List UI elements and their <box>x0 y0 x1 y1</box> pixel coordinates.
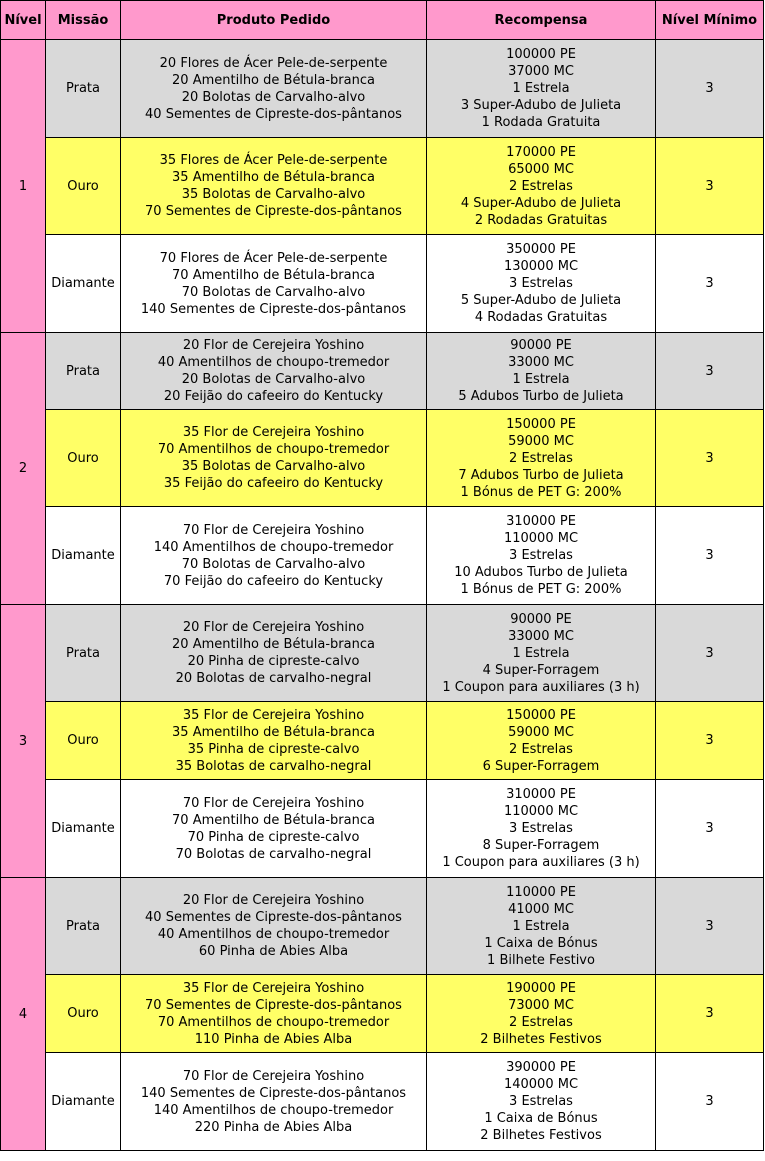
table-row <box>1 780 764 878</box>
mission-cell: Ouro <box>46 410 121 507</box>
reward-line: 2 Bilhetes Festivos <box>480 1031 602 1047</box>
min-level-cell: 3 <box>656 1053 764 1151</box>
reward-line: 310000 PE <box>506 514 576 529</box>
level-cell: 1 <box>1 40 46 333</box>
min-level-cell: 3 <box>656 138 764 235</box>
level-cell: 2 <box>1 333 46 605</box>
product-line: 60 Pinha de Abies Alba <box>198 944 349 959</box>
reward-line: 90000 PE <box>510 338 572 353</box>
header-min-level: Nível Mínimo <box>656 1 764 40</box>
mission-cell: Diamante <box>46 507 121 605</box>
reward-line: 110000 MC <box>503 531 579 546</box>
reward-line: 5 Adubos Turbo de Julieta <box>458 389 624 404</box>
reward-line: 390000 PE <box>506 1060 576 1075</box>
product-line: 35 Bolotas de Carvalho-alvo <box>181 459 366 474</box>
min-level-cell: 3 <box>656 410 764 507</box>
table-row <box>1 333 764 410</box>
reward-line: 5 Super-Adubo de Julieta <box>460 293 622 308</box>
mission-cell: Prata <box>46 878 121 975</box>
product-line: 70 Sementes de Cipreste-dos-pântanos <box>145 204 402 219</box>
rewards-cell <box>427 507 656 605</box>
rewards-cell <box>427 235 656 333</box>
mission-cell: Diamante <box>46 1053 121 1151</box>
table-row <box>1 507 764 605</box>
reward-line: 73000 MC <box>508 997 574 1013</box>
product-line: 35 Flor de Cerejeira Yoshino <box>182 425 365 440</box>
product-line: 70 Sementes de Cipreste-dos-pântanos <box>145 997 402 1013</box>
product-line: 70 Bolotas de Carvalho-alvo <box>181 556 366 572</box>
reward-line: 1 Rodada Gratuita <box>481 115 601 130</box>
products-cell <box>121 235 427 333</box>
min-level-cell: 3 <box>656 507 764 605</box>
reward-line: 10 Adubos Turbo de Julieta <box>454 565 628 580</box>
reward-line: 3 Estrelas <box>509 276 573 291</box>
reward-line: 33000 MC <box>508 628 574 644</box>
products-cell <box>121 975 427 1053</box>
product-line: 20 Bolotas de Carvalho-alvo <box>181 89 366 105</box>
reward-line: 1 Coupon para auxiliares (3 h) <box>442 855 640 870</box>
header-row <box>1 1 764 40</box>
reward-line: 59000 MC <box>508 724 574 740</box>
products-cell <box>121 40 427 138</box>
product-line: 20 Flor de Cerejeira Yoshino <box>182 338 365 353</box>
min-level-cell: 3 <box>656 975 764 1053</box>
reward-line: 65000 MC <box>508 161 574 177</box>
product-line: 70 Flor de Cerejeira Yoshino <box>182 522 365 538</box>
min-level-cell: 3 <box>656 878 764 975</box>
reward-line: 2 Estrelas <box>509 178 573 194</box>
reward-line: 4 Rodadas Gratuitas <box>474 310 608 325</box>
product-line: 140 Sementes de Cipreste-dos-pântanos <box>140 301 407 317</box>
reward-line: 2 Bilhetes Festivos <box>480 1128 602 1143</box>
product-line: 70 Pinha de cipreste-calvo <box>187 829 360 845</box>
product-line: 20 Flores de Ácer Pele-de-serpente <box>159 55 388 71</box>
header-mission: Missão <box>46 1 121 40</box>
reward-line: 2 Estrelas <box>509 1014 573 1030</box>
table-row <box>1 605 764 702</box>
product-line: 35 Flor de Cerejeira Yoshino <box>182 980 365 996</box>
reward-line: 170000 PE <box>506 144 576 160</box>
reward-line: 3 Estrelas <box>509 548 573 563</box>
reward-line: 310000 PE <box>506 787 576 802</box>
reward-line: 41000 MC <box>508 901 574 917</box>
reward-line: 110000 PE <box>506 884 576 900</box>
product-line: 70 Amentilhos de choupo-tremedor <box>157 442 390 457</box>
reward-line: 37000 MC <box>508 64 574 79</box>
product-line: 35 Flores de Ácer Pele-de-serpente <box>159 153 388 168</box>
mission-cell: Diamante <box>46 235 121 333</box>
mission-cell: Diamante <box>46 780 121 878</box>
reward-line: 2 Estrelas <box>509 450 573 466</box>
header-products: Produto Pedido <box>121 1 427 40</box>
reward-line: 2 Rodadas Gratuitas <box>474 212 608 228</box>
product-line: 140 Amentilhos de choupo-tremedor <box>153 539 394 555</box>
mission-cell: Prata <box>46 40 121 138</box>
product-line: 70 Bolotas de carvalho-negral <box>175 846 372 862</box>
reward-line: 1 Caixa de Bónus <box>484 1111 598 1126</box>
product-line: 220 Pinha de Abies Alba <box>194 1119 353 1135</box>
product-line: 35 Feijão do cafeeiro do Kentucky <box>163 476 384 491</box>
reward-line: 110000 MC <box>503 804 579 819</box>
reward-line: 7 Adubos Turbo de Julieta <box>458 467 624 483</box>
min-level-cell: 3 <box>656 333 764 410</box>
rewards-cell <box>427 410 656 507</box>
products-cell <box>121 410 427 507</box>
reward-line: 59000 MC <box>508 433 574 449</box>
reward-line: 1 Coupon para auxiliares (3 h) <box>442 679 640 695</box>
product-line: 40 Amentilhos de choupo-tremedor <box>157 927 390 942</box>
product-line: 20 Pinha de cipreste-calvo <box>187 654 360 669</box>
reward-line: 3 Estrelas <box>509 1094 573 1109</box>
product-line: 70 Flor de Cerejeira Yoshino <box>182 1068 365 1084</box>
product-line: 70 Flores de Ácer Pele-de-serpente <box>159 250 388 266</box>
table-row <box>1 410 764 507</box>
product-line: 70 Feijão do cafeeiro do Kentucky <box>163 573 384 589</box>
reward-line: 90000 PE <box>510 611 572 627</box>
rewards-cell <box>427 138 656 235</box>
product-line: 35 Bolotas de carvalho-negral <box>175 758 372 774</box>
product-line: 40 Sementes de Cipreste-dos-pântanos <box>145 910 402 925</box>
product-line: 20 Amentilho de Bétula-branca <box>172 72 375 88</box>
product-line: 35 Pinha de cipreste-calvo <box>187 741 360 757</box>
rewards-cell <box>427 702 656 780</box>
reward-line: 6 Super-Forragem <box>482 758 600 774</box>
products-cell <box>121 702 427 780</box>
reward-line: 4 Super-Adubo de Julieta <box>460 195 622 211</box>
reward-line: 1 Estrela <box>512 918 570 934</box>
reward-line: 1 Estrela <box>512 372 570 387</box>
product-line: 70 Amentilho de Bétula-branca <box>172 812 375 828</box>
reward-line: 190000 PE <box>506 980 576 996</box>
reward-line: 150000 PE <box>506 416 576 432</box>
reward-line: 2 Estrelas <box>509 741 573 757</box>
rewards-cell <box>427 40 656 138</box>
rewards-cell <box>427 878 656 975</box>
product-line: 70 Amentilhos de choupo-tremedor <box>157 1014 390 1030</box>
product-line: 35 Bolotas de Carvalho-alvo <box>181 187 366 202</box>
reward-line: 8 Super-Forragem <box>482 838 600 853</box>
reward-line: 1 Estrela <box>512 645 570 661</box>
table-row <box>1 40 764 138</box>
table-row <box>1 878 764 975</box>
product-line: 20 Flor de Cerejeira Yoshino <box>182 620 365 635</box>
mission-cell: Ouro <box>46 138 121 235</box>
table-body <box>1 40 764 1151</box>
reward-line: 1 Caixa de Bónus <box>484 935 598 951</box>
reward-line: 140000 MC <box>503 1077 579 1092</box>
product-line: 40 Sementes de Cipreste-dos-pântanos <box>145 106 402 122</box>
table-row <box>1 1053 764 1151</box>
product-line: 20 Amentilho de Bétula-branca <box>172 637 375 652</box>
product-line: 20 Flor de Cerejeira Yoshino <box>182 893 365 908</box>
min-level-cell: 3 <box>656 40 764 138</box>
table-row <box>1 702 764 780</box>
mission-cell: Ouro <box>46 975 121 1053</box>
product-line: 140 Amentilhos de choupo-tremedor <box>153 1102 394 1118</box>
products-cell <box>121 333 427 410</box>
rewards-cell <box>427 975 656 1053</box>
min-level-cell: 3 <box>656 702 764 780</box>
product-line: 110 Pinha de Abies Alba <box>194 1031 353 1047</box>
product-line: 35 Amentilho de Bétula-branca <box>172 170 375 185</box>
product-line: 70 Amentilho de Bétula-branca <box>172 267 375 283</box>
reward-line: 3 Super-Adubo de Julieta <box>460 98 622 113</box>
mission-cell: Prata <box>46 605 121 702</box>
header-level: Nível <box>1 1 46 40</box>
product-line: 20 Feijão do cafeeiro do Kentucky <box>163 389 384 404</box>
min-level-cell: 3 <box>656 780 764 878</box>
level-cell: 4 <box>1 878 46 1151</box>
product-line: 20 Bolotas de Carvalho-alvo <box>181 372 366 387</box>
min-level-cell: 3 <box>656 235 764 333</box>
reward-line: 130000 MC <box>503 259 579 274</box>
products-cell <box>121 878 427 975</box>
reward-line: 4 Super-Forragem <box>482 662 600 678</box>
product-line: 35 Flor de Cerejeira Yoshino <box>182 707 365 723</box>
reward-line: 150000 PE <box>506 707 576 723</box>
product-line: 20 Bolotas de carvalho-negral <box>175 671 372 686</box>
products-cell <box>121 780 427 878</box>
mission-cell: Prata <box>46 333 121 410</box>
reward-line: 33000 MC <box>508 355 574 370</box>
table-row <box>1 138 764 235</box>
table-row <box>1 235 764 333</box>
rewards-cell <box>427 1053 656 1151</box>
reward-line: 1 Bilhete Festivo <box>487 952 595 968</box>
product-line: 140 Sementes de Cipreste-dos-pântanos <box>140 1085 407 1101</box>
products-cell <box>121 605 427 702</box>
header-reward: Recompensa <box>427 1 656 40</box>
product-line: 70 Flor de Cerejeira Yoshino <box>182 795 365 811</box>
product-line: 70 Bolotas de Carvalho-alvo <box>181 284 366 300</box>
rewards-cell <box>427 780 656 878</box>
level-cell: 3 <box>1 605 46 878</box>
products-cell <box>121 138 427 235</box>
reward-line: 350000 PE <box>506 242 576 257</box>
table-row <box>1 975 764 1053</box>
reward-line: 1 Bónus de PET G: 200% <box>460 484 622 500</box>
rewards-cell <box>427 333 656 410</box>
reward-line: 100000 PE <box>506 47 576 62</box>
products-cell <box>121 507 427 605</box>
product-line: 40 Amentilhos de choupo-tremedor <box>157 355 390 370</box>
reward-line: 3 Estrelas <box>509 821 573 836</box>
mission-cell: Ouro <box>46 702 121 780</box>
rewards-cell <box>427 605 656 702</box>
reward-line: 1 Estrela <box>512 81 570 96</box>
product-line: 35 Amentilho de Bétula-branca <box>172 724 375 740</box>
min-level-cell: 3 <box>656 605 764 702</box>
reward-line: 1 Bónus de PET G: 200% <box>460 582 622 597</box>
products-cell <box>121 1053 427 1151</box>
